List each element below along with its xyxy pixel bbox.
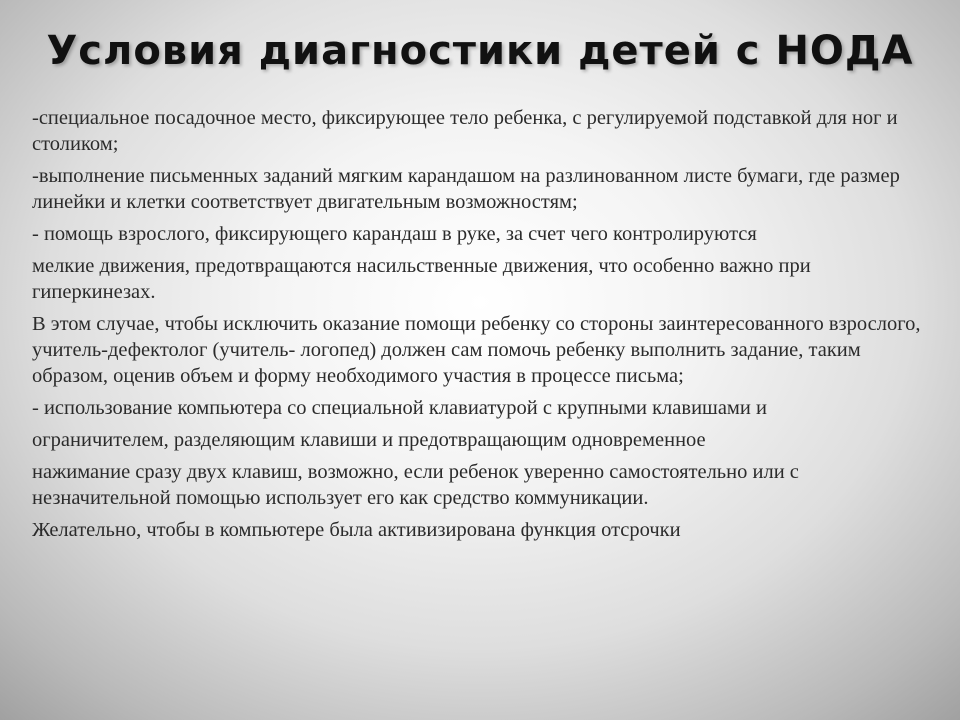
paragraph-teacher-help: В этом случае, чтобы исключить оказание помощи ребенку со стороны заинтересованного взрослого, учитель-дефектолог (учитель- логопед) должен сам помочь ребенку выполнить задание, таким образом, оценив объем и форму необходимого участия в процессе письма; (32, 313, 921, 387)
paragraph-writing-tasks: -выполнение письменных заданий мягким карандашом на разлинованном листе бумаги, где размер линейки и клетки соответствует двигательным возможностям; (32, 165, 900, 213)
paragraph-adult-help: - помощь взрослого, фиксирующего карандаш в руке, за счет чего контролируются (32, 223, 757, 245)
paragraph-key-limiter: ограничителем, разделяющим клавиши и предотвращающим одновременное (32, 429, 706, 451)
paragraph-fine-movements: мелкие движения, предотвращаются насильственные движения, что особенно важно при гиперкинезах. (32, 255, 811, 303)
paragraph-delay-function: Желательно, чтобы в компьютере была активизирована функция отсрочки (32, 519, 681, 541)
paragraph-seating: -специальное посадочное место, фиксирующее тело ребенка, с регулируемой подставкой для ног и столиком; (32, 107, 898, 155)
paragraph-communication: нажимание сразу двух клавиш, возможно, если ребенок уверенно самостоятельно или с незначительной помощью использует его как средство коммуникации. (32, 461, 799, 509)
slide-title: Условия диагностики детей с НОДА (46, 28, 914, 74)
paragraph-computer-keyboard: - использование компьютера со специальной клавиатурой с крупными клавишами и (32, 397, 767, 419)
slide-body (32, 105, 932, 549)
